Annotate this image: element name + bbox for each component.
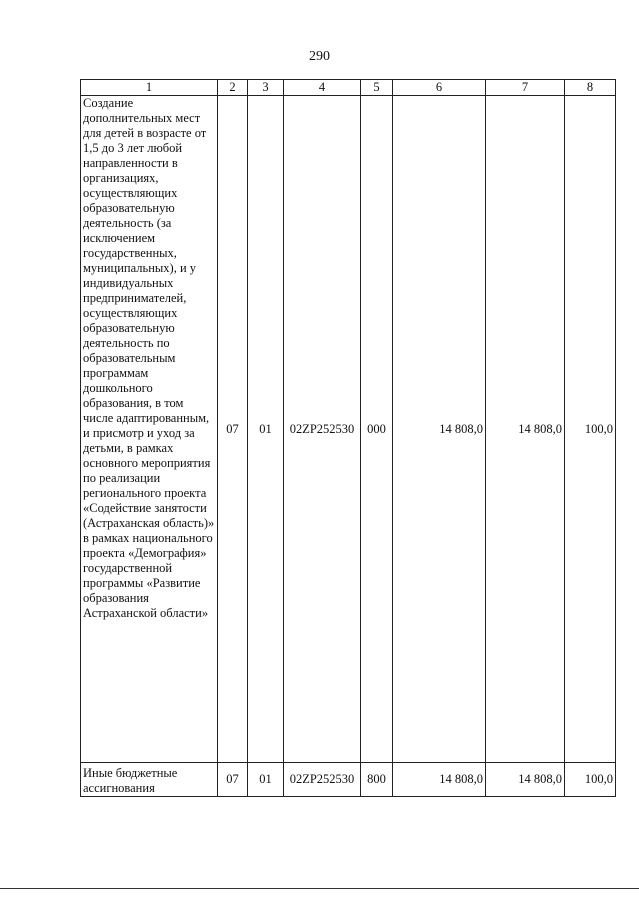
header-cell: 7: [486, 80, 565, 96]
header-cell: 8: [565, 80, 616, 96]
table-row: [81, 96, 616, 763]
target-article-code: 02ZP252530: [284, 96, 361, 763]
target-article-code: 02ZP252530: [284, 763, 361, 797]
amount-executed: 14 808,0: [486, 96, 565, 763]
expense-type-code: 000: [361, 96, 393, 763]
row-description: Создание дополнительных мест для детей в возрасте от 1,5 до 3 лет любой направленности в организациях, осуществляющих образовательную деятельность (за исключением государственных, муниципальных), и у индивидуальных предпринимателей, осуществляющих образовательную деятельность по образовательным программам дошкольного образования, в том числе адаптированным, и присмотр и уход за детьми, в рамках основного мероприятия по реализации регионального проекта «Содействие занятости (Астраханская область)» в рамках национального проекта «Демография» государственной программы «Развитие образования Астраханской области»: [81, 96, 218, 763]
amount-planned: 14 808,0: [393, 96, 486, 763]
header-cell: 2: [218, 80, 248, 96]
subsection-code: 01: [248, 96, 284, 763]
execution-percent: 100,0: [565, 96, 616, 763]
page-number: 290: [309, 49, 330, 64]
footer-rule: [0, 888, 639, 889]
budget-table: [80, 79, 616, 797]
amount-executed: 14 808,0: [486, 763, 565, 797]
header-cell: 3: [248, 80, 284, 96]
table-row: [81, 763, 616, 797]
header-cell: 5: [361, 80, 393, 96]
amount-planned: 14 808,0: [393, 763, 486, 797]
header-cell: 1: [81, 80, 218, 96]
execution-percent: 100,0: [565, 763, 616, 797]
table-header-row: [81, 80, 616, 96]
subsection-code: 01: [248, 763, 284, 797]
expense-type-code: 800: [361, 763, 393, 797]
header-cell: 4: [284, 80, 361, 96]
header-cell: 6: [393, 80, 486, 96]
section-code: 07: [218, 96, 248, 763]
section-code: 07: [218, 763, 248, 797]
row-description: Иные бюджетные ассигнования: [81, 763, 218, 797]
